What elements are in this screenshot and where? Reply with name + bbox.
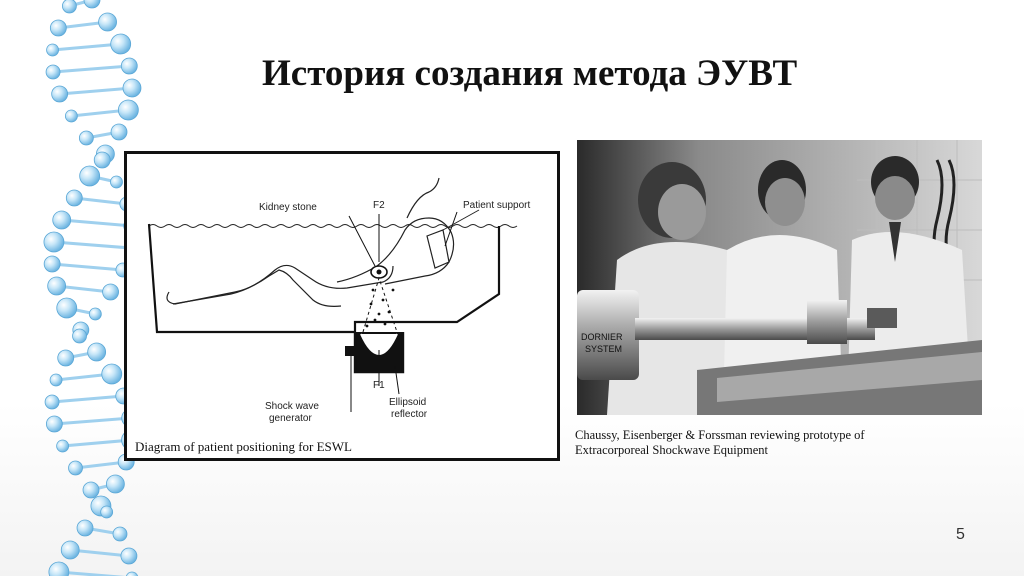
dna-ball <box>111 34 131 54</box>
dna-rung <box>54 242 130 248</box>
dna-ball <box>50 20 66 36</box>
dna-ball <box>89 308 101 320</box>
patient-legs-lower <box>173 270 341 306</box>
dna-ball <box>49 562 69 576</box>
dna-ball <box>88 343 106 361</box>
dna-ball <box>52 86 68 102</box>
dna-ball <box>118 100 138 120</box>
photo-caption-line2: Extracorporeal Shockwave Equipment <box>575 443 768 457</box>
dna-rung <box>52 396 124 402</box>
label-ellipsoid-line2: reflector <box>391 409 428 420</box>
dna-ball <box>58 350 74 366</box>
dna-ball <box>111 124 127 140</box>
water-line <box>149 225 517 228</box>
dna-ball <box>53 211 71 229</box>
dna-ball <box>66 190 82 206</box>
dna-ball <box>73 329 87 343</box>
dna-ball <box>45 395 59 409</box>
dna-ball <box>44 256 60 272</box>
dna-ball <box>126 572 138 576</box>
photo-illustration <box>577 140 982 415</box>
dna-ball <box>103 284 119 300</box>
dna-rung <box>59 572 132 576</box>
label-kidney-stone: Kidney stone <box>259 202 317 213</box>
dna-ball <box>121 58 137 74</box>
dna-ball <box>65 110 77 122</box>
label-ellipsoid-line1: Ellipsoid <box>389 397 427 408</box>
dna-ball <box>46 416 62 432</box>
dna-ball <box>50 374 62 386</box>
dna-rung <box>54 418 130 424</box>
dna-ball <box>62 0 76 13</box>
dna-ball <box>101 506 113 518</box>
patient-arm <box>407 178 439 218</box>
patient-support-frame <box>427 230 449 268</box>
dna-ball <box>46 65 60 79</box>
dna-ball <box>83 482 99 498</box>
photo-caption <box>575 428 985 458</box>
label-f2: F2 <box>373 200 385 211</box>
dna-ball <box>110 176 122 188</box>
patient-torso <box>337 218 454 284</box>
photo-caption-line1: Chaussy, Eisenberger & Forssman reviewing prototype of <box>575 428 865 442</box>
dna-ball <box>84 0 100 8</box>
page-number: 5 <box>956 526 965 543</box>
dna-rung <box>62 220 132 226</box>
dna-ball <box>80 166 100 186</box>
device-text-line1: DORNIER <box>581 332 623 342</box>
diagram-caption: Diagram of patient positioning for ESWL <box>135 439 352 454</box>
dna-rung <box>52 264 123 270</box>
shock-wave-generator-shape <box>345 346 357 356</box>
dna-ball <box>123 79 141 97</box>
shock-wave-cone <box>363 278 397 332</box>
dna-ball <box>44 232 64 252</box>
label-shock-wave-line1: Shock wave <box>265 401 319 412</box>
dna-ball <box>94 152 110 168</box>
dna-ball <box>57 440 69 452</box>
label-patient-support: Patient support <box>463 200 531 211</box>
label-f1: F1 <box>373 380 385 391</box>
dna-ball <box>69 461 83 475</box>
dna-ball <box>102 364 122 384</box>
dna-ball <box>79 131 93 145</box>
eswl-diagram-figure <box>124 151 560 461</box>
historical-photo <box>577 140 982 415</box>
dna-ball <box>47 44 59 56</box>
dna-ball <box>61 541 79 559</box>
device-text-line2: SYSTEM <box>585 344 623 354</box>
dna-ball <box>113 527 127 541</box>
dna-ball <box>57 298 77 318</box>
water-tub <box>149 224 499 332</box>
dna-ball <box>106 475 124 493</box>
dna-rung <box>53 66 129 72</box>
dna-ball <box>99 13 117 31</box>
dna-ball <box>121 548 137 564</box>
patient-legs <box>167 265 393 304</box>
dna-ball <box>48 277 66 295</box>
label-shock-wave-line2: generator <box>269 413 312 424</box>
dna-rung <box>60 88 132 94</box>
dna-ball <box>77 520 93 536</box>
slide-title: История создания метода ЭУВТ <box>262 53 798 94</box>
